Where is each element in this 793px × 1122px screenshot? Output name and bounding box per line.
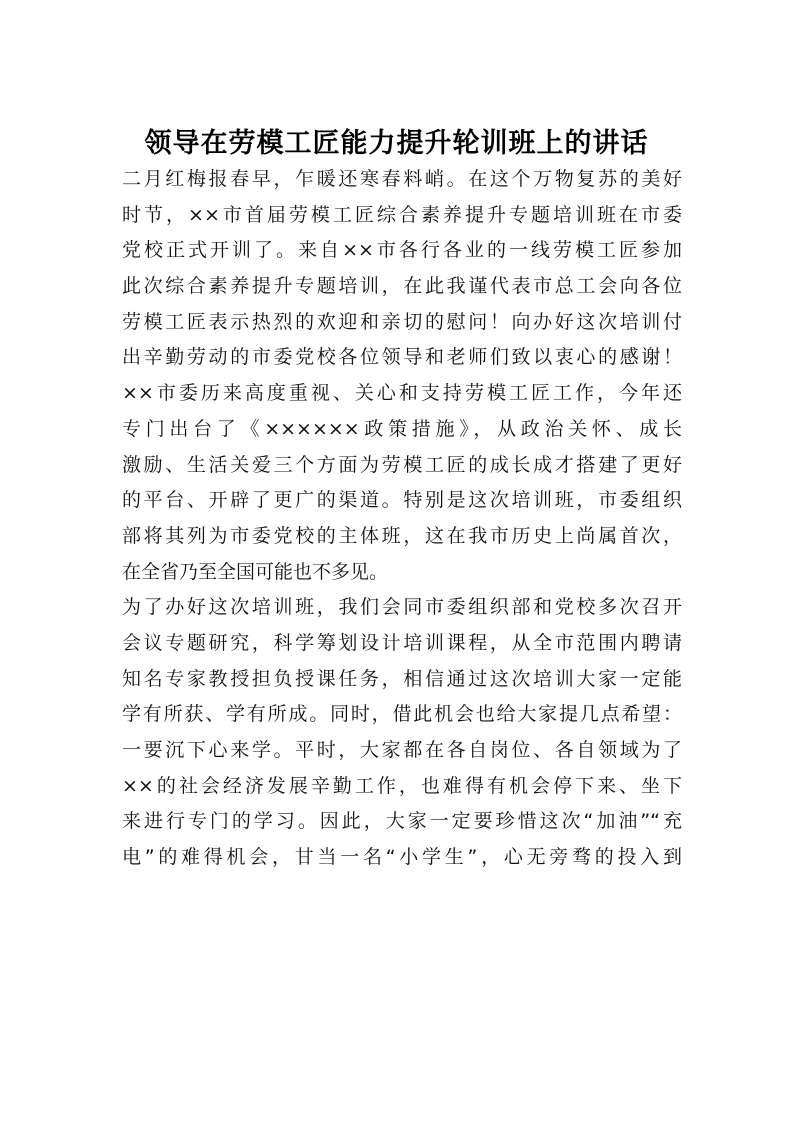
body-line: 时节，××市首届劳模工匠综合素养提升专题培训班在市委: [122, 203, 682, 226]
document-title: 领导在劳模工匠能力提升轮训班上的讲话: [144, 128, 649, 159]
body-line: ××的社会经济发展辛勤工作，也难得有机会停下来、坐下: [122, 774, 682, 797]
body-line: 学有所获、学有所成。同时，借此机会也给大家提几点希望：: [122, 703, 682, 726]
body-line: 专门出台了《××××××政策措施》，从政治关怀、成长: [122, 417, 682, 440]
body-line: 知名专家教授担负授课任务，相信通过这次培训大家一定能: [122, 667, 682, 690]
body-line: 会议专题研究，科学筹划设计培训课程，从全市范围内聘请: [122, 631, 682, 654]
body-line: 在全省乃至全国可能也不多见。: [122, 560, 389, 583]
body-line: 来进行专门的学习。因此，大家一定要珍惜这次“加油”“充: [122, 810, 682, 833]
body-line: 党校正式开训了。来自××市各行各业的一线劳模工匠参加: [122, 239, 682, 262]
body-line: 此次综合素养提升专题培训，在此我谨代表市总工会向各位: [122, 275, 682, 298]
body-line: 出辛勤劳动的市委党校各位领导和老师们致以衷心的感谢！: [122, 346, 682, 369]
body-line: 为了办好这次培训班，我们会同市委组织部和党校多次召开: [122, 596, 682, 619]
body-line: 一要沉下心来学。平时，大家都在各自岗位、各自领域为了: [122, 739, 682, 761]
body-line: 激励、生活关爱三个方面为劳模工匠的成长成才搭建了更好: [122, 453, 682, 476]
body-line: 部将其列为市委党校的主体班，这在我市历史上尚属首次，: [122, 524, 682, 547]
document-body: [122, 162, 682, 876]
body-line: 二月红梅报春早，乍暖还寒春料峭。在这个万物复苏的美好: [122, 168, 682, 190]
body-line: 的平台、开辟了更广的渠道。特别是这次培训班，市委组织: [122, 489, 682, 512]
body-line: 劳模工匠表示热烈的欢迎和亲切的慰问！向办好这次培训付: [122, 310, 682, 333]
body-line: 电”的难得机会，甘当一名“小学生”，心无旁骛的投入到: [122, 846, 682, 869]
body-line: ××市委历来高度重视、关心和支持劳模工匠工作，今年还: [122, 382, 682, 405]
